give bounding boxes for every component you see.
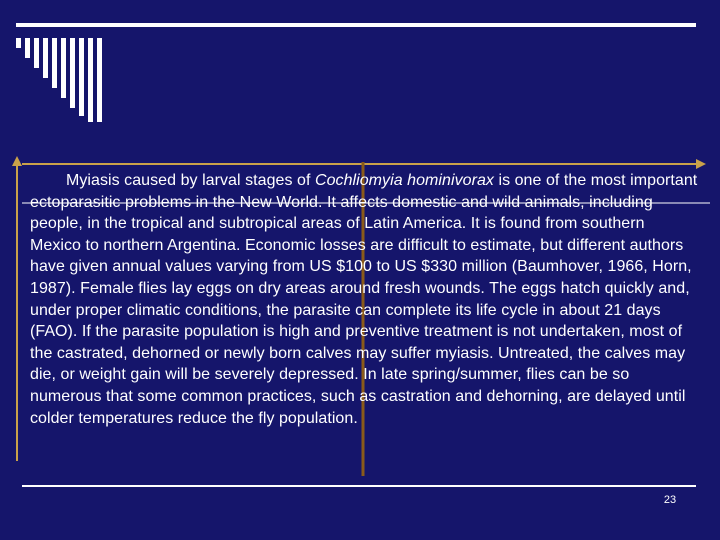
struck-phrase: important ectoparasitic problems in the New World.: [30, 172, 698, 211]
page-number: 23: [663, 494, 677, 506]
top-rule: [16, 23, 696, 27]
decorative-bars: [16, 38, 108, 122]
bottom-rule: [22, 485, 696, 487]
paragraph-part-3: It affects domestic and wild animals, including people, in the tropical and subtropical areas of Latin America. It is found from southern Mexico to northern Argentina. Economic losses are difficult to estimate, but different authors have given annual values varying from US $100 to US $330 million (Baumhover, 1966, Horn, 1987). Female flies lay eggs on dry areas around fresh wounds. The eggs hatch quickly and, under proper climatic conditions, the parasite can complete its life cycle in about 21 days (FAO). If the parasite population is high and preventive treatment is not undertaken, most of the castrated, dehorned or newly born calves may suffer myiasis. Untreated, the calves may die, or weight gain will be severely depressed. In late spring/summer, flies can be so numerous that some common practices, such as castration and dehorning, are delayed until colder temperatures reduce the fly population.: [30, 193, 692, 427]
paragraph-part-2: is one of the most: [493, 172, 631, 189]
body-paragraph: [30, 170, 700, 429]
paragraph-part-1: Myiasis caused by larval stages of: [66, 172, 315, 189]
species-name: Cochliomyia hominivorax: [314, 172, 494, 189]
